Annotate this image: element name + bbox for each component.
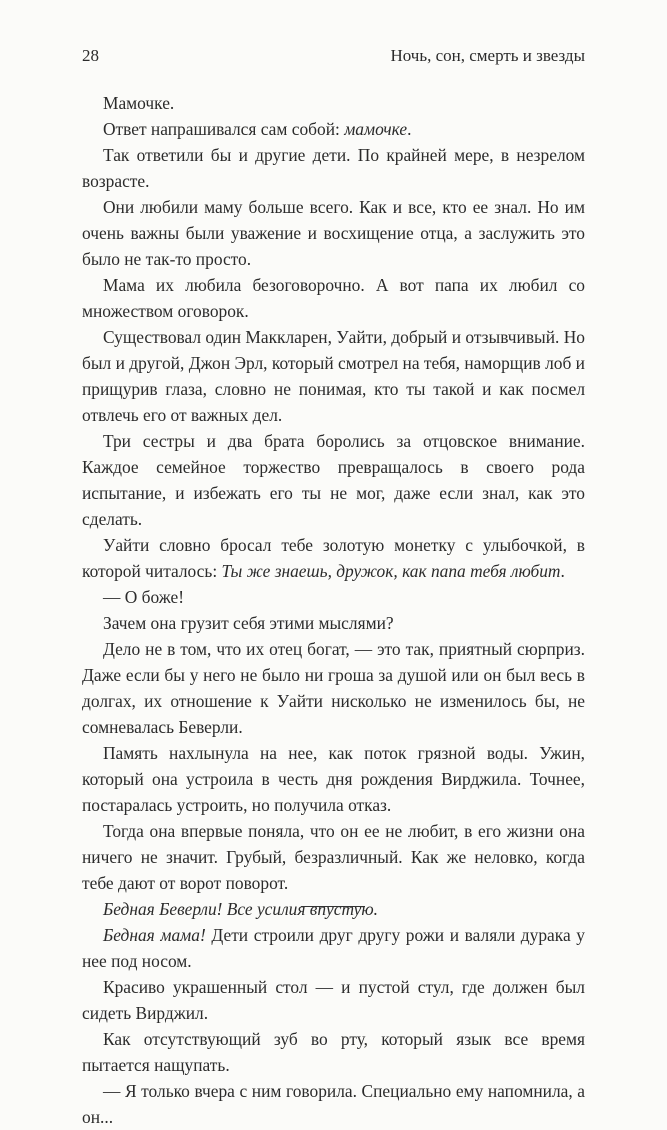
body-text (82, 90, 585, 1130)
paragraph: Бедная Беверли! Все усилия впустую. (103, 899, 378, 919)
page-number: 28 (82, 46, 99, 65)
paragraph: Дело не в том, что их отец богат, — это так, приятный сюрприз. Даже если бы у него не было ни гроша за душой или он был весь в долгах, их отношение к Уайти нисколько не изменилось бы, не сомневалась Беверли. (82, 639, 585, 737)
paragraph: — Я только вчера с ним говорила. Специально ему напомнила, а он... (82, 1081, 585, 1127)
running-title: Ночь, сон, смерть и звезды (390, 46, 585, 65)
page-header (82, 46, 585, 76)
paragraph: Бедная мама! Дети строили друг другу рожи и валяли дурака у нее под носом. (82, 925, 585, 971)
paragraph: Они любили маму больше всего. Как и все, кто ее знал. Но им очень важны были уважение и восхищение отца, а заслужить это было не так-то просто. (82, 197, 585, 269)
paragraph: Три сестры и два брата боролись за отцовское внимание. Каждое семейное торжество превращалось в своего рода испытание, и избежать его ты не мог, даже если знал, как это сделать. (82, 431, 585, 529)
paragraph: Так ответили бы и другие дети. По крайней мере, в незрелом возрасте. (82, 145, 585, 191)
paragraph: Мамочке. (103, 93, 175, 113)
section-divider (301, 906, 365, 907)
paragraph: Тогда она впервые поняла, что он ее не любит, в его жизни она ничего не значит. Грубый, безразличный. Как же неловко, когда тебе дают от ворот поворот. (82, 821, 585, 893)
paragraph: Зачем она грузит себя этими мыслями? (103, 613, 394, 633)
paragraph: Существовал один Маккларен, Уайти, добрый и отзывчивый. Но был и другой, Джон Эрл, который смотрел на тебя, наморщив лоб и прищурив глаза, словно не понимая, кто ты такой и как посмел отвлечь его от важных дел. (82, 327, 585, 425)
paragraph: Как отсутствующий зуб во рту, который язык все время пытается нащупать. (82, 1029, 585, 1075)
paragraph: Красиво украшенный стол — и пустой стул, где должен был сидеть Вирджил. (82, 977, 585, 1023)
paragraph: Уайти словно бросал тебе золотую монетку с улыбочкой, в которой читалось: Ты же знаешь, дружок, как папа тебя любит. (82, 535, 585, 581)
paragraph: Мама их любила безоговорочно. А вот папа их любил со множеством оговорок. (82, 275, 585, 321)
paragraph: — О боже! (103, 587, 185, 607)
paragraph: Ответ напрашивался сам собой: мамочке. (103, 119, 412, 139)
paragraph: Память нахлынула на нее, как поток грязной воды. Ужин, который она устроила в честь дня рождения Вирджила. Точнее, постаралась устроить, но получила отказ. (82, 743, 585, 815)
